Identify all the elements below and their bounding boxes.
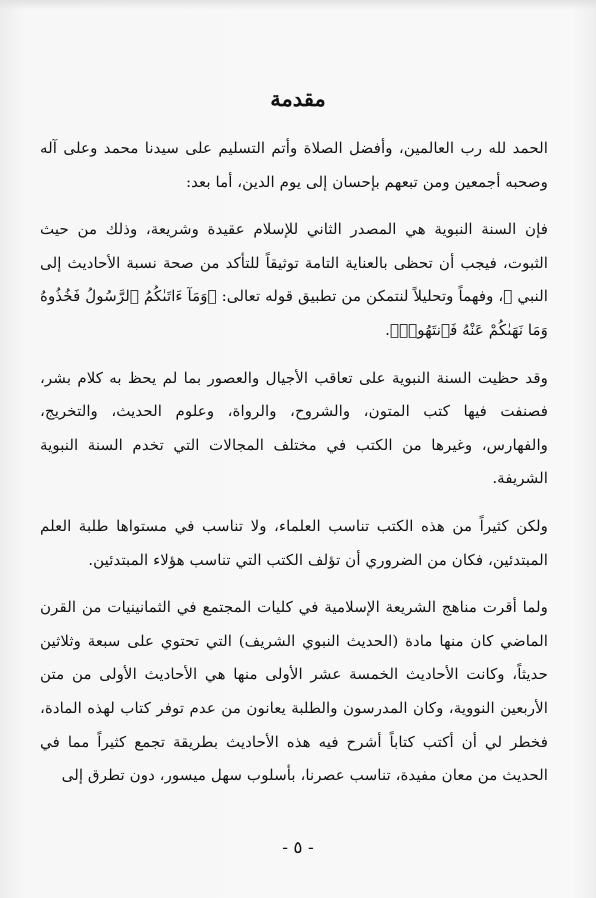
page-number: - ٥ - <box>282 838 314 858</box>
paragraph-5: ولما أقرت مناهج الشريعة الإسلامية في كليات المجتمع في الثمانينيات من القرن الماضي كان منها مادة (الحديث النبوي الشريف) التي تحتوي على سبعة وثلاثين حديثاً، وكانت الأحاديث الخمسة عشر الأولى منها هي الأحاديث الأولى من متن الأربعين النووية، وكان المدرسون والطلبة يعانون من عدم توفر كتاب لهذه المادة، فخطر لي أن أكتب كتاباً أشرح فيه هذه الأحاديث بطريقة تجمع كثيراً مما في الحديث من معان مفيدة، تناسب عصرنا، بأسلوب سهل ميسور، دون تطرق إلى <box>40 598 548 785</box>
body-text <box>40 132 548 793</box>
paragraph-4: ولكن كثيراً من هذه الكتب تناسب العلماء، ولا تناسب في مستواها طلبة العلم المبتدئين، فكان من الضروري أن تؤلف الكتب التي تناسب هؤلاء المبتدئين. <box>40 516 548 569</box>
paragraph-1: الحمد لله رب العالمين، وأفضل الصلاة وأتم التسليم على سيدنا محمد وعلى آله وصحبه أجمعين ومن تبعهم بإحسان إلى يوم الدين، أما بعد: <box>40 139 548 191</box>
paragraph-2: فإن السنة النبوية هي المصدر الثاني للإسلام عقيدة وشريعة، وذلك من حيث الثبوت، فيجب أن تحظى بالعناية التامة توثيقاً للتأكد من صحة نسبة الأحاديث إلى النبي ﷺ، وفهماً وتحليلاً لنتمكن من تطبيق قوله تعالى: ﴿وَمَآ ءَاتَىٰكُمُ ٱلرَّسُولُ فَخُذُوهُ وَمَا نَهَىٰكُمْ عَنْهُ فَٱنتَهُوا۟﴾. <box>40 220 548 339</box>
page-title: مقدمة <box>270 86 326 111</box>
paragraph-3: وقد حظيت السنة النبوية على تعاقب الأجيال والعصور بما لم يحظ به كلام بشر، فصنفت فيها كتب المتون، والشروح، والرواة، وعلوم الحديث، والتخريج، والفهارس، وغيرها من الكتب في مختلف المجالات التي تخدم السنة النبوية الشريفة. <box>40 368 548 488</box>
page-top-shadow <box>0 0 596 10</box>
